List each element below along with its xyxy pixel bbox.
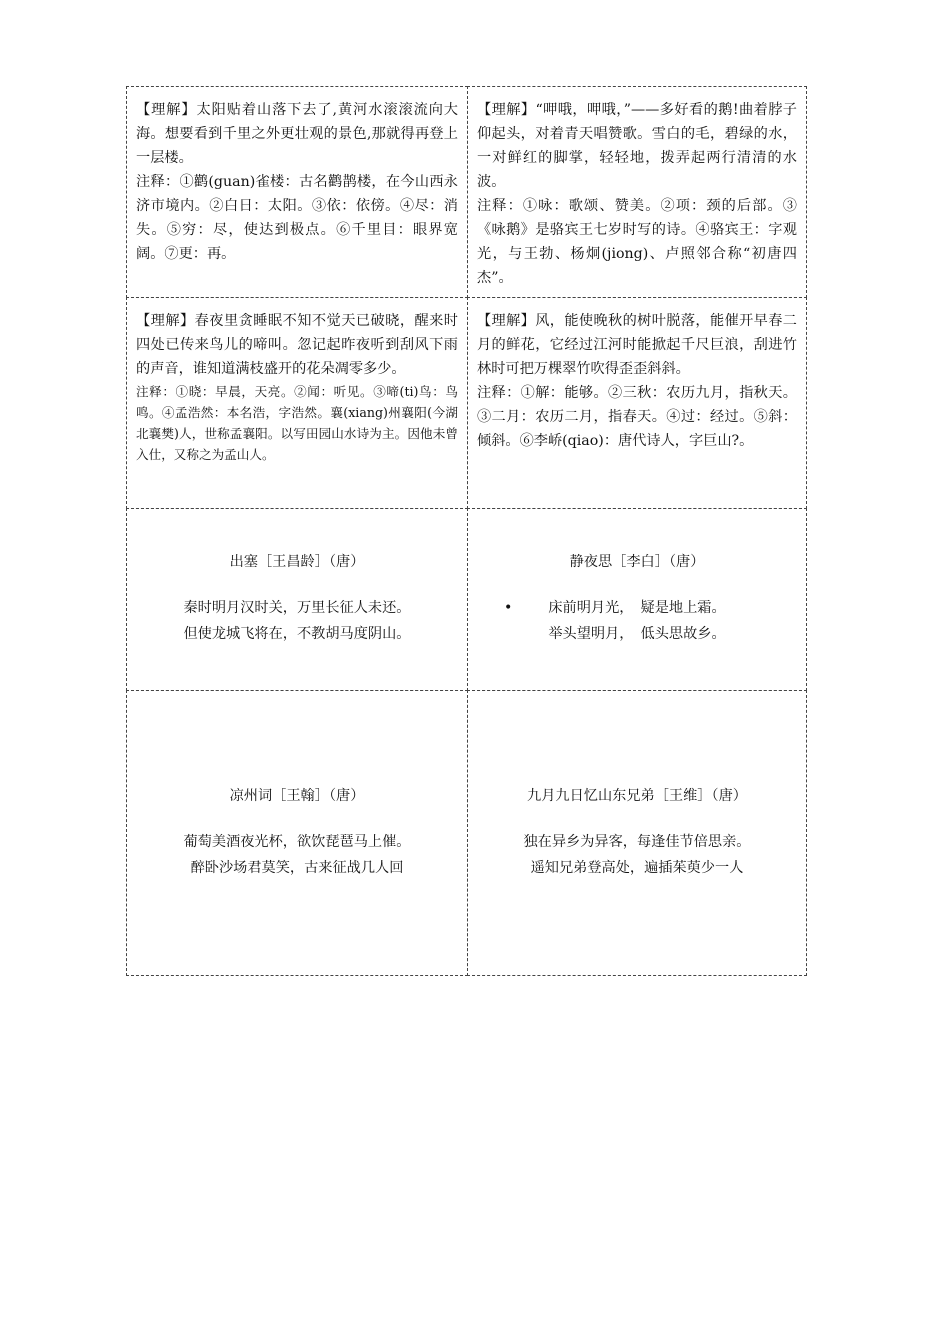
poem-card-grid	[126, 86, 807, 976]
notes-text: 注释：①鹳(guan)雀楼：古名鹳鹊楼，在今山西永济市境内。②白日：太阳。③依：依傍。④尽：消失。⑤穷：尽，使达到极点。⑥千里目：眼界宽阔。⑦更：再。	[136, 174, 458, 262]
bullet-icon: •	[504, 600, 513, 616]
card-feng-explanation	[467, 297, 807, 509]
poem-line: 但使龙城飞将在，不教胡马度阴山。	[183, 626, 411, 642]
card-chunxiao-explanation	[126, 297, 468, 509]
card-dengguanquelou-explanation	[126, 86, 468, 298]
card-yonge-explanation	[467, 86, 807, 298]
understanding-text: 【理解】太阳贴着山落下去了,黄河水滚滚流向大海。想要看到千里之外更壮观的景色,那就得再登上一层楼。	[136, 102, 458, 166]
understanding-text: 【理解】风，能使晚秋的树叶脱落，能催开早春二月的鲜花，它经过江河时能掀起千尺巨浪，刮进竹林时可把万棵翠竹吹得歪歪斜斜。	[477, 313, 797, 377]
card-chusai-poem	[126, 508, 468, 691]
poem-title: 静夜思［李白］（唐）	[569, 554, 705, 570]
notes-text: 注释：①晓：早晨，天亮。②闻：听见。③啼(ti)鸟：鸟鸣。④孟浩然：本名浩，字浩然。襄(xiang)州襄阳(今湖北襄樊)人，世称孟襄阳。以写田园山水诗为主。因他未曾入仕，又称之为孟山人。	[136, 384, 458, 462]
poem-line: 床前明月光， 疑是地上霜。	[548, 600, 726, 616]
understanding-text: 【理解】春夜里贪睡眠不知不觉天已破晓，醒来时四处已传来鸟儿的啼叫。忽记起昨夜听到刮风下雨的声音，谁知道满枝盛开的花朵凋零多少。	[136, 313, 458, 377]
poem-line: 独在异乡为异客，每逢佳节倍思亲。	[523, 834, 751, 850]
card-jingyesi-poem	[467, 508, 807, 691]
card-jiuyuejiuri-poem	[467, 690, 807, 976]
poem-title: 出塞［王昌龄］（唐）	[229, 554, 365, 570]
notes-text: 注释：①解：能够。②三秋：农历九月，指秋天。③二月：农历二月，指春天。④过：经过。⑤斜：倾斜。⑥李峤(qiao)：唐代诗人，字巨山?。	[477, 385, 797, 449]
poem-title: 凉州词［王翰］（唐）	[229, 788, 365, 804]
poem-line: 遥知兄弟登高处，遍插茱萸少一人	[530, 860, 744, 876]
card-liangzhouci-poem	[126, 690, 468, 976]
poem-title: 九月九日忆山东兄弟［王维］（唐）	[527, 788, 747, 804]
poem-line: 醉卧沙场君莫笑，古来征战几人回	[190, 860, 404, 876]
poem-line: 葡萄美酒夜光杯，欲饮琵琶马上催。	[183, 834, 411, 850]
poem-line: 秦时明月汉时关，万里长征人未还。	[183, 600, 411, 616]
notes-text: 注释：①咏：歌颂、赞美。②项：颈的后部。③《咏鹅》是骆宾王七岁时写的诗。④骆宾王：字观光，与王勃、杨炯(jiong)、卢照邻合称“初唐四杰”。	[477, 198, 797, 286]
poem-line: 举头望明月， 低头思故乡。	[548, 626, 726, 642]
understanding-text: 【理解】“呷哦，呷哦，”——多好看的鹅!曲着脖子仰起头，对着青天唱赞歌。雪白的毛，碧绿的水，一对鲜红的脚掌，轻轻地，拨弄起两行清清的水波。	[477, 102, 797, 190]
poem-line-with-bullet	[468, 595, 806, 621]
